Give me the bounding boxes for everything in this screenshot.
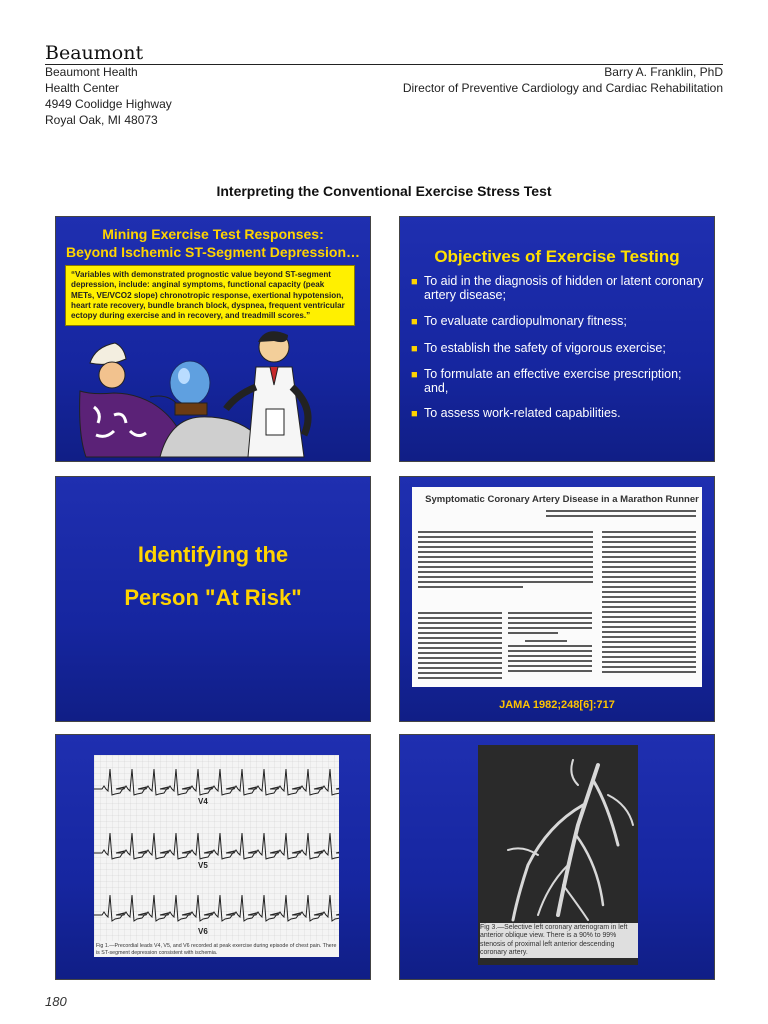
ecg-strip xyxy=(94,755,339,957)
article-citation: JAMA 1982;248[6]:717 xyxy=(499,699,615,711)
slide-heading: Beyond Ischemic ST-Segment Depression… xyxy=(65,244,361,260)
address-line: Beaumont Health xyxy=(45,65,138,79)
article-abstract xyxy=(418,531,593,591)
lead-label: V4 xyxy=(198,797,208,806)
arteriogram-caption: Fig 3.—Selective left coronary arteriogram in left anterior oblique view. There is a 90% to 99% stenosis of proximal left anterior descending coronary artery. xyxy=(480,923,638,958)
slide-mining-responses xyxy=(55,216,371,462)
ecg-caption: Fig 1.—Precordial leads V4, V5, and V6 recorded at peak exercise during episode of chest pain. There is ST-segment depression consistent with ischemia. xyxy=(96,943,337,956)
slide-jama-article xyxy=(399,476,715,722)
lead-label: V5 xyxy=(198,861,208,870)
bullet-text: To evaluate cardiopulmonary fitness; xyxy=(424,314,627,328)
slide-title-line: Person "At Risk" xyxy=(124,585,302,610)
bullet-text: To assess work-related capabilities. xyxy=(424,406,621,420)
bullet-square-icon: ■ xyxy=(411,276,418,288)
ecg-traces xyxy=(94,755,339,941)
fortune-teller-illustration xyxy=(60,323,360,459)
bullet-square-icon: ■ xyxy=(411,369,418,381)
bullet-item xyxy=(411,367,704,395)
bullet-item xyxy=(411,314,704,328)
article-scan xyxy=(412,487,702,687)
quote-callout: “Variables with demonstrated prognostic value beyond ST-segment depression, include: anginal symptoms, functional capacity (peak METs, VE/VCO2 slope) chronotropic response, exertional hypotension, heart rate recovery, bundle branch block, dyspnea, frequent ventricular ectopy during exercise and in recovery, and treadmill scores.” xyxy=(65,265,355,326)
article-column xyxy=(602,531,696,676)
author-role: Director of Preventive Cardiology and Cardiac Rehabilitation xyxy=(402,81,723,95)
document-title: Interpreting the Conventional Exercise Stress Test xyxy=(216,183,552,199)
bullet-text: To formulate an effective exercise prescription; and, xyxy=(424,367,682,395)
bullet-square-icon: ■ xyxy=(411,316,418,328)
bullet-item xyxy=(411,274,704,302)
address-block xyxy=(45,64,172,128)
slide-arteriogram xyxy=(399,734,715,980)
bullet-item xyxy=(411,406,704,420)
bullet-text: To aid in the diagnosis of hidden or latent coronary artery disease; xyxy=(424,274,704,302)
slide-ecg xyxy=(55,734,371,980)
article-title: Symptomatic Coronary Artery Disease in a Marathon Runner xyxy=(425,494,699,505)
slide-title: Objectives of Exercise Testing xyxy=(434,247,680,266)
bullet-square-icon: ■ xyxy=(411,408,418,420)
author-block xyxy=(403,64,723,96)
slide-title-line: Identifying the xyxy=(137,542,289,567)
bullet-item xyxy=(411,341,704,355)
article-column xyxy=(508,612,592,675)
lead-label: V6 xyxy=(198,927,208,936)
article-authors xyxy=(546,510,696,520)
bullet-text: To establish the safety of vigorous exercise; xyxy=(424,341,666,355)
arteriogram-image xyxy=(478,745,638,965)
slide-heading: Mining Exercise Test Responses: xyxy=(102,226,324,242)
article-column xyxy=(418,612,502,682)
address-line: 4949 Coolidge Highway xyxy=(45,97,172,111)
address-line: Royal Oak, MI 48073 xyxy=(45,113,158,127)
brand-name: Beaumont xyxy=(45,42,144,64)
slide-identifying-risk xyxy=(55,476,371,722)
bullet-square-icon: ■ xyxy=(411,343,418,355)
slide-objectives xyxy=(399,216,715,462)
page-number: 180 xyxy=(45,994,67,1009)
address-line: Health Center xyxy=(45,81,120,95)
author-name: Barry A. Franklin, PhD xyxy=(604,65,723,79)
